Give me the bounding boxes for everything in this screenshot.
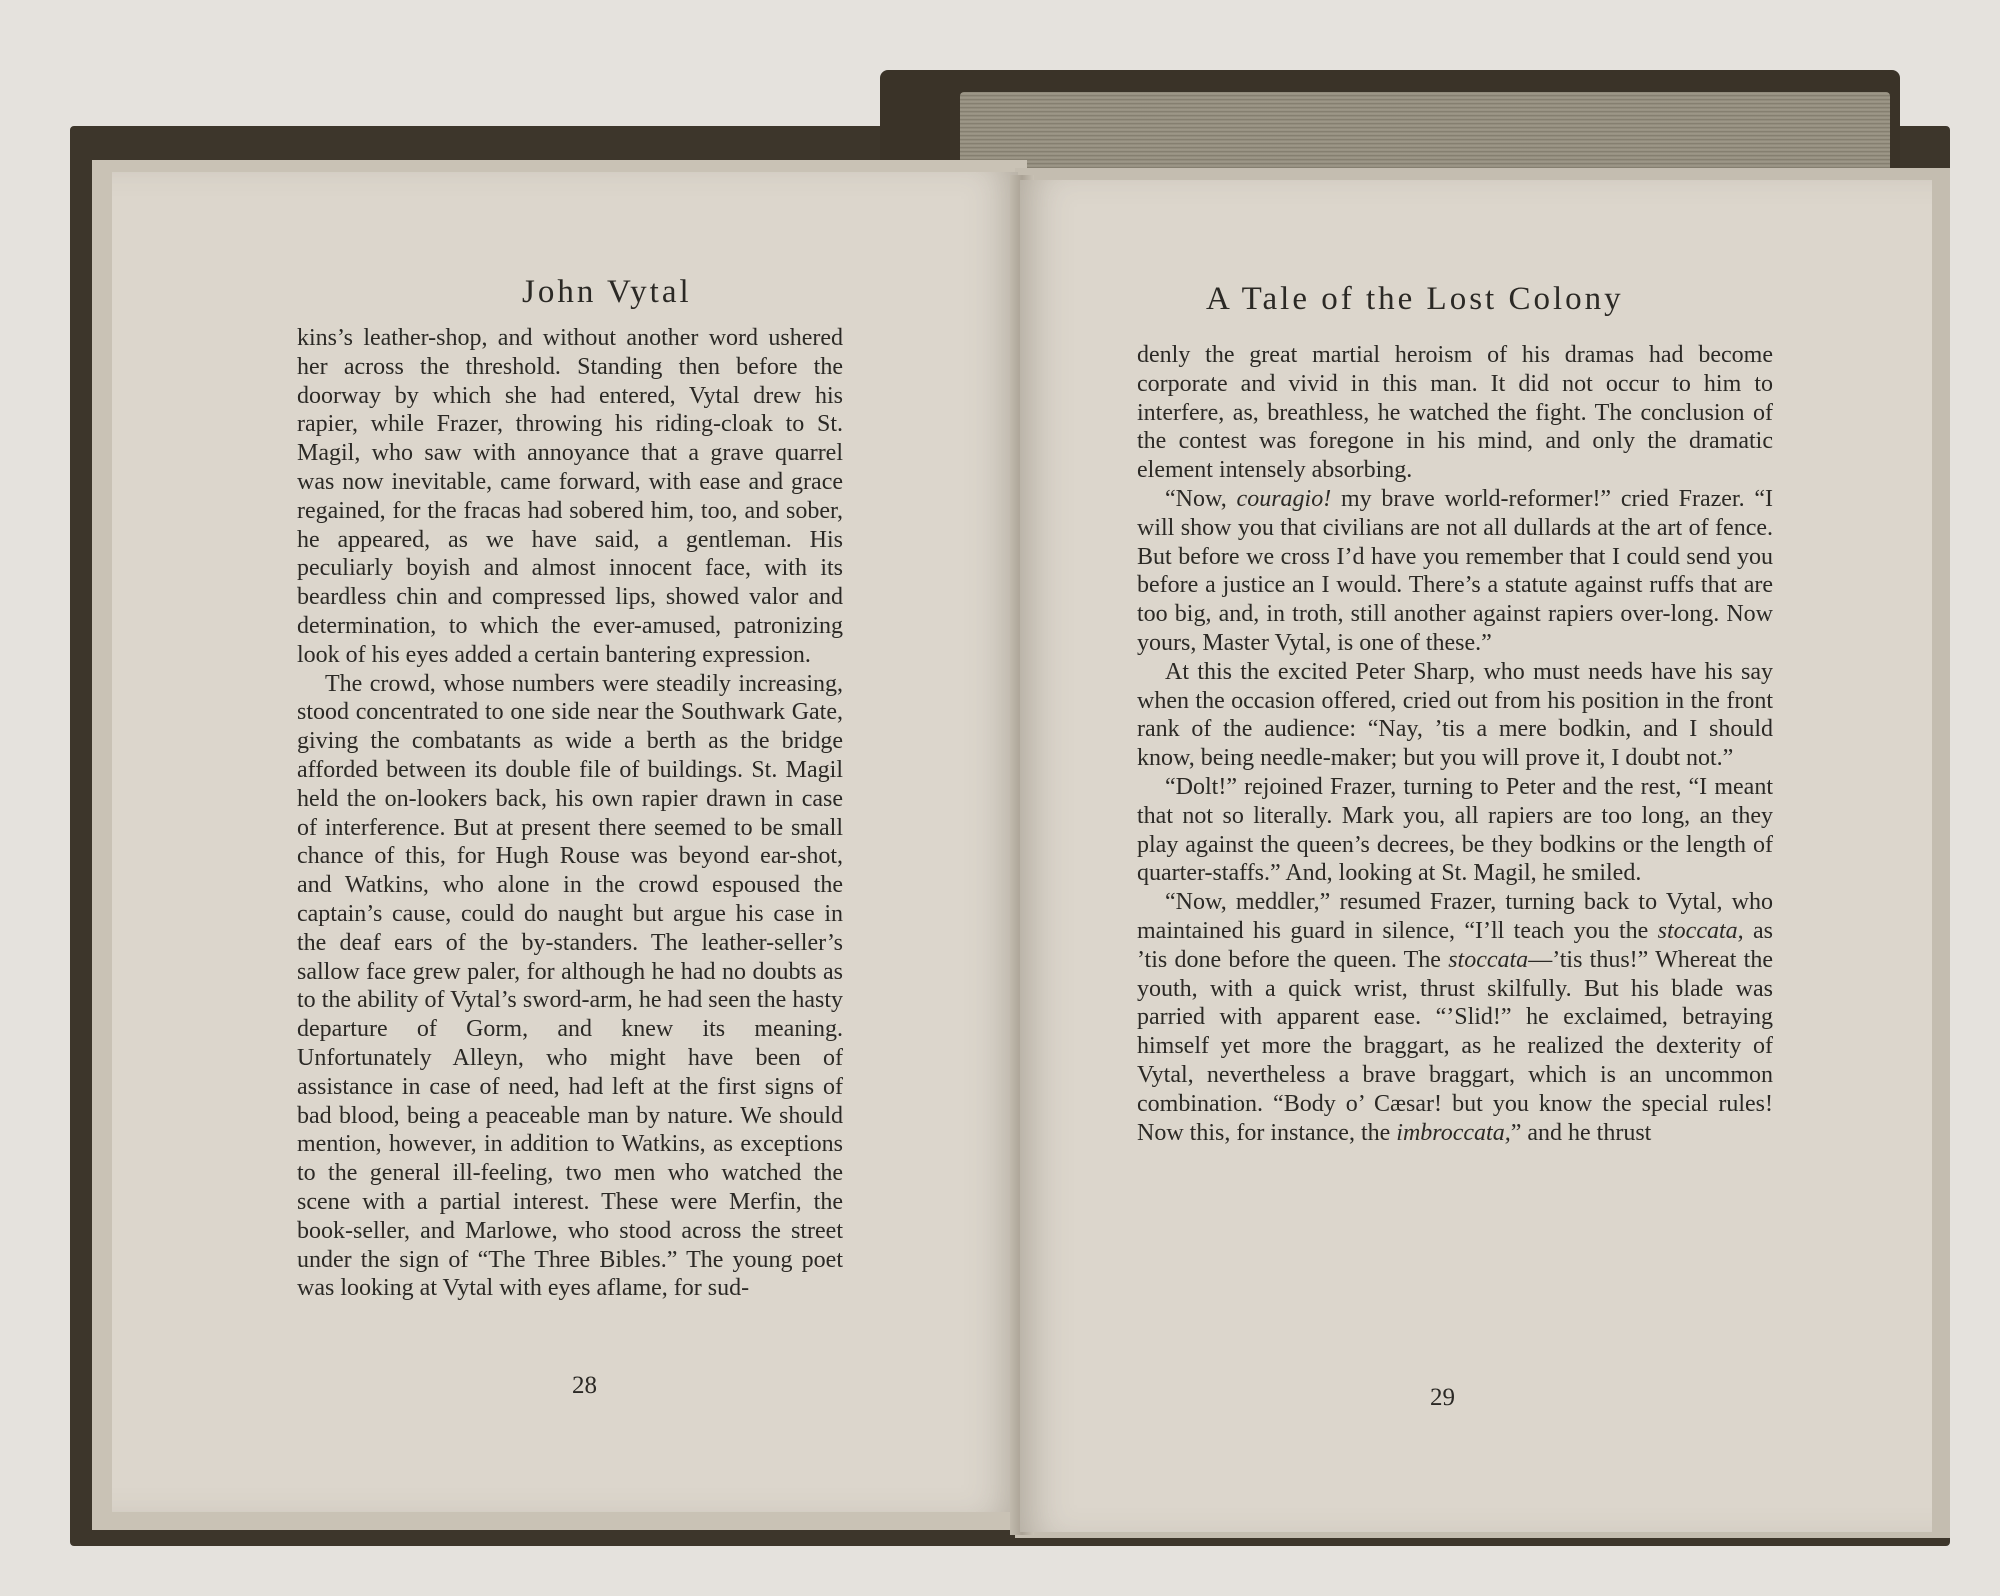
right-paragraph-3: At this the excited Peter Sharp, who must needs have his say when the occasion offered, cried out from his position in the front rank of the audience: “Nay, ’tis a mere bodkin, and I should know, being needle-maker; but you will prove it, I doubt not.”: [1137, 658, 1773, 772]
right-paragraph-4: “Dolt!” rejoined Frazer, turning to Peter and the rest, “I meant that not so literally. Mark you, all rapiers are too long, an they play against the queen’s decrees, be they bodkins or the length of quarter-staffs.” And, looking at St. Magil, he smiled.: [1137, 773, 1773, 887]
right-paragraph-5: “Now, meddler,” resumed Frazer, turning back to Vytal, who maintained his guard in silence, “I’ll teach you the stoccata, as ’tis done before the queen. The stoccata—’tis thus!” Whereat the youth, with a quick wrist, thrust skilfully. But his blade was parried with apparent ease. “’Slid!” he exclaimed, betraying himself yet more the braggart, as he realized the dexterity of Vytal, nevertheless a brave braggart, which is an uncommon combination. “Body o’ Cæsar! but you know the special rules! Now this, for instance, the imbroccata,” and he thrust: [1137, 889, 1773, 1146]
left-running-head: John Vytal: [522, 274, 692, 310]
left-text-block: [297, 324, 843, 1303]
right-paragraph-2: “Now, couragio! my brave world-reformer!” cried Frazer. “I will show you that civilians are not all dullards at the art of fence. But before we cross I’d have you remember that I could send you before a justice an I would. There’s a statute against ruffs that are too big, and, in troth, still another against rapiers over-long. Now yours, Master Vytal, is one of these.”: [1137, 485, 1773, 656]
right-running-head: A Tale of the Lost Colony: [1206, 281, 1624, 317]
left-page-number: 28: [572, 1372, 597, 1399]
left-paragraph-2: The crowd, whose numbers were steadily increasing, stood concentrated to one side near the Southwark Gate, giving the combatants as wide a berth as the bridge afforded between its double file of buildings. St. Magil held the on-lookers back, his own rapier drawn in case of interference. But at present there seemed to be small chance of this, for Hugh Rouse was beyond ear-shot, and Watkins, who alone in the crowd espoused the captain’s cause, could do naught but argue his case in the deaf ears of the by-standers. The leather-seller’s sallow face grew paler, for although he had no doubts as to the ability of Vytal’s sword-arm, he had seen the hasty departure of Gorm, and knew its meaning. Unfortunately Alleyn, who might have been of assistance in case of need, had left at the first signs of bad blood, being a peaceable man by nature. We should mention, however, in addition to Watkins, as exceptions to the general ill-feeling, two men who watched the scene with a partial interest. These were Merfin, the book-seller, and Marlowe, who stood across the street under the sign of “The Three Bibles.” The young poet was looking at Vytal with eyes aflame, for sud-: [297, 670, 843, 1302]
right-paragraph-1: denly the great martial heroism of his dramas had become corporate and vivid in this man. It did not occur to him to interfere, as, breathless, he watched the fight. The conclusion of the contest was foregone in his mind, and only the dramatic element intensely absorbing.: [1137, 342, 1773, 484]
right-page-number: 29: [1430, 1384, 1455, 1411]
right-page: [1020, 180, 1932, 1532]
left-paragraph-1: kins’s leather-shop, and without another word ushered her across the threshold. Standing then before the doorway by which she had entered, Vytal drew his rapier, while Frazer, throwing his riding-cloak to St. Magil, who saw with annoyance that a grave quarrel was now inevitable, came forward, with ease and grace regained, for the fracas had sobered him, too, and sober, he appeared, as we have said, a gentleman. His peculiarly boyish and almost innocent face, with its beardless chin and compressed lips, showed valor and determination, to which the ever-amused, patronizing look of his eyes added a certain bantering expression.: [297, 325, 843, 668]
right-text-block: [1137, 341, 1773, 1147]
left-page: [112, 172, 1018, 1512]
